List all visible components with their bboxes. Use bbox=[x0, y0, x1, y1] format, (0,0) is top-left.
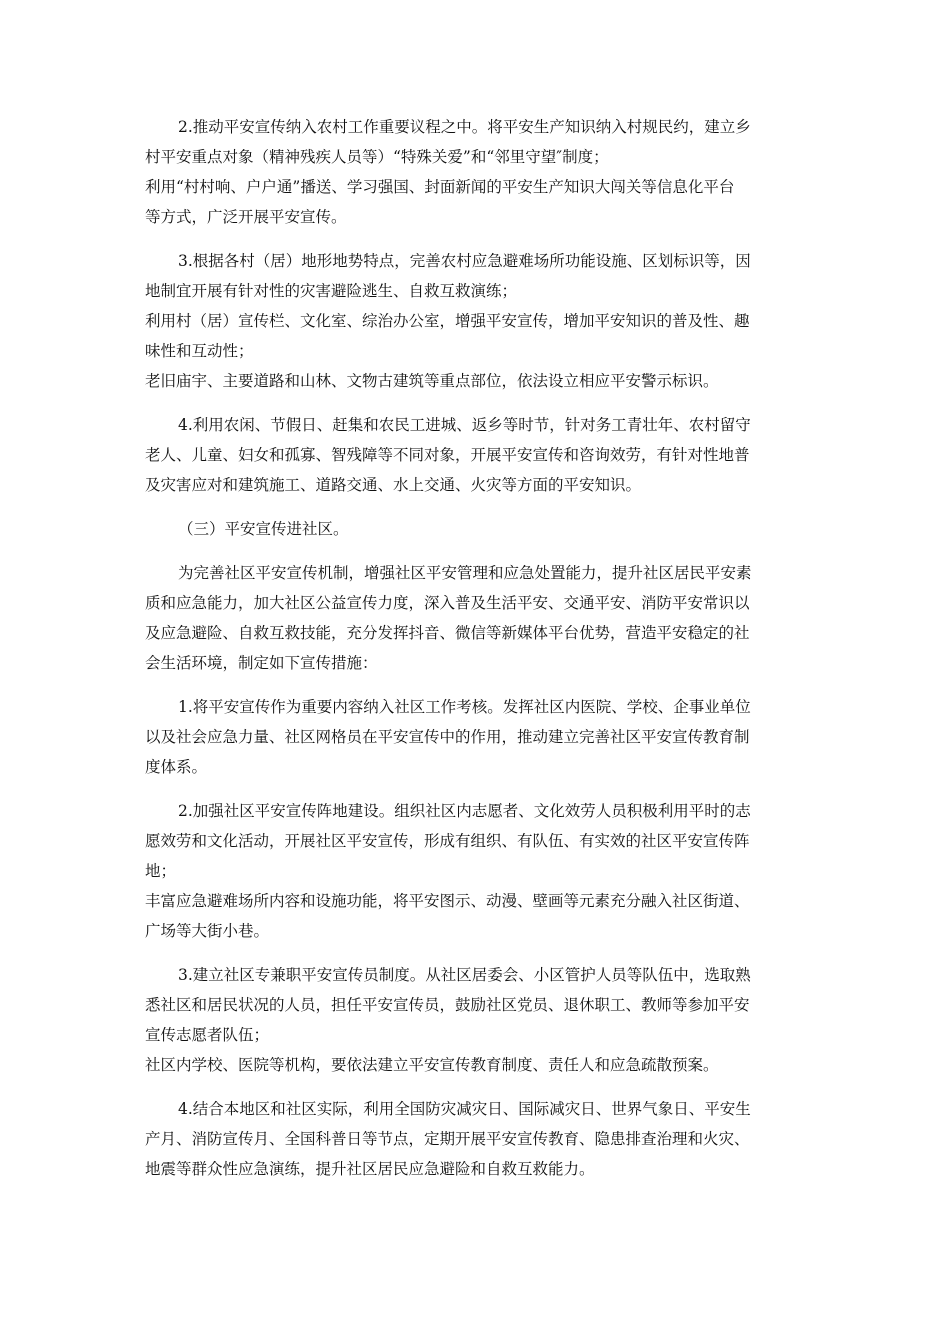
text-line: 度体系。 bbox=[145, 758, 208, 776]
text-line: 老人、儿童、妇女和孤寡、智残障等不同对象，开展平安宣传和咨询效劳，有针对性地普 bbox=[145, 446, 750, 464]
text-line: 利用村（居）宣传栏、文化室、综治办公室，增强平安宣传，增加平安知识的普及性、趣 bbox=[145, 312, 750, 330]
text-line: 地； bbox=[145, 862, 177, 880]
section-heading-community bbox=[145, 514, 813, 544]
paragraph-community-item-2 bbox=[145, 796, 813, 946]
text-line: 愿效劳和文化活动，开展社区平安宣传，形成有组织、有队伍、有实效的社区平安宣传阵 bbox=[145, 832, 750, 850]
text-line: 产月、消防宣传月、全国科普日等节点，定期开展平安宣传教育、隐患排查治理和火灾、 bbox=[145, 1130, 750, 1148]
text-line: 村平安重点对象（精神残疾人员等）“特殊关爱”和“邻里守望″制度； bbox=[145, 148, 609, 166]
text-line: 2.推动平安宣传纳入农村工作重要议程之中。将平安生产知识纳入村规民约，建立乡 bbox=[178, 118, 751, 136]
text-line: 2.加强社区平安宣传阵地建设。组织社区内志愿者、文化效劳人员积极利用平时的志 bbox=[178, 802, 751, 820]
text-line: 3.根据各村（居）地形地势特点，完善农村应急避难场所功能设施、区划标识等，因 bbox=[178, 252, 751, 270]
text-line: 4.利用农闲、节假日、赶集和农民工进城、返乡等时节，针对务工青壮年、农村留守 bbox=[178, 416, 751, 434]
paragraph-community-intro bbox=[145, 558, 813, 678]
paragraph-community-item-4 bbox=[145, 1094, 813, 1184]
text-line: 社区内学校、医院等机构，要依法建立平安宣传教育制度、责任人和应急疏散预案。 bbox=[145, 1056, 719, 1074]
text-line: 悉社区和居民状况的人员，担任平安宣传员，鼓励社区党员、退休职工、教师等参加平安 bbox=[145, 996, 750, 1014]
text-line: 1.将平安宣传作为重要内容纳入社区工作考核。发挥社区内医院、学校、企事业单位 bbox=[178, 698, 751, 716]
text-line: 以及社会应急力量、社区网格员在平安宣传中的作用，推动建立完善社区平安宣传教育制 bbox=[145, 728, 750, 746]
text-line: 为完善社区平安宣传机制，增强社区平安管理和应急处置能力，提升社区居民平安素 bbox=[178, 564, 752, 582]
text-line: 等方式，广泛开展平安宣传。 bbox=[145, 208, 347, 226]
text-line: 丰富应急避难场所内容和设施功能，将平安图示、动漫、壁画等元素充分融入社区街道、 bbox=[145, 892, 750, 910]
paragraph-rural-item-3 bbox=[145, 246, 813, 396]
text-line: 宣传志愿者队伍； bbox=[145, 1026, 270, 1044]
document-page bbox=[145, 112, 813, 1198]
paragraph-rural-item-4 bbox=[145, 410, 813, 500]
section-heading: （三）平安宣传进社区。 bbox=[178, 520, 349, 538]
text-line: 地制宜开展有针对性的灾害避险逃生、自救互救演练； bbox=[145, 282, 518, 300]
text-line: 地震等群众性应急演练，提升社区居民应急避险和自救互救能力。 bbox=[145, 1160, 595, 1178]
text-line: 及灾害应对和建筑施工、道路交通、水上交通、火灾等方面的平安知识。 bbox=[145, 476, 642, 494]
text-line: 味性和互动性； bbox=[145, 342, 254, 360]
text-line: 及应急避险、自救互救技能，充分发挥抖音、微信等新媒体平台优势，营造平安稳定的社 bbox=[145, 624, 750, 642]
paragraph-rural-item-2 bbox=[145, 112, 813, 232]
text-line: 广场等大街小巷。 bbox=[145, 922, 270, 940]
text-line: 质和应急能力，加大社区公益宣传力度，深入普及生活平安、交通平安、消防平安常识以 bbox=[145, 594, 750, 612]
paragraph-community-item-3 bbox=[145, 960, 813, 1080]
text-line: 4.结合本地区和社区实际，利用全国防灾减灾日、国际减灾日、世界气象日、平安生 bbox=[178, 1100, 751, 1118]
paragraph-community-item-1 bbox=[145, 692, 813, 782]
text-line: 会生活环境，制定如下宣传措施： bbox=[145, 654, 378, 672]
text-line: 老旧庙宇、主要道路和山林、文物古建筑等重点部位，依法设立相应平安警示标识。 bbox=[145, 372, 719, 390]
text-line: 3.建立社区专兼职平安宣传员制度。从社区居委会、小区管护人员等队伍中，选取熟 bbox=[178, 966, 751, 984]
text-line: 利用“村村响、户户通”播送、学习强国、封面新闻的平安生产知识大闯关等信息化平台 bbox=[145, 178, 735, 196]
